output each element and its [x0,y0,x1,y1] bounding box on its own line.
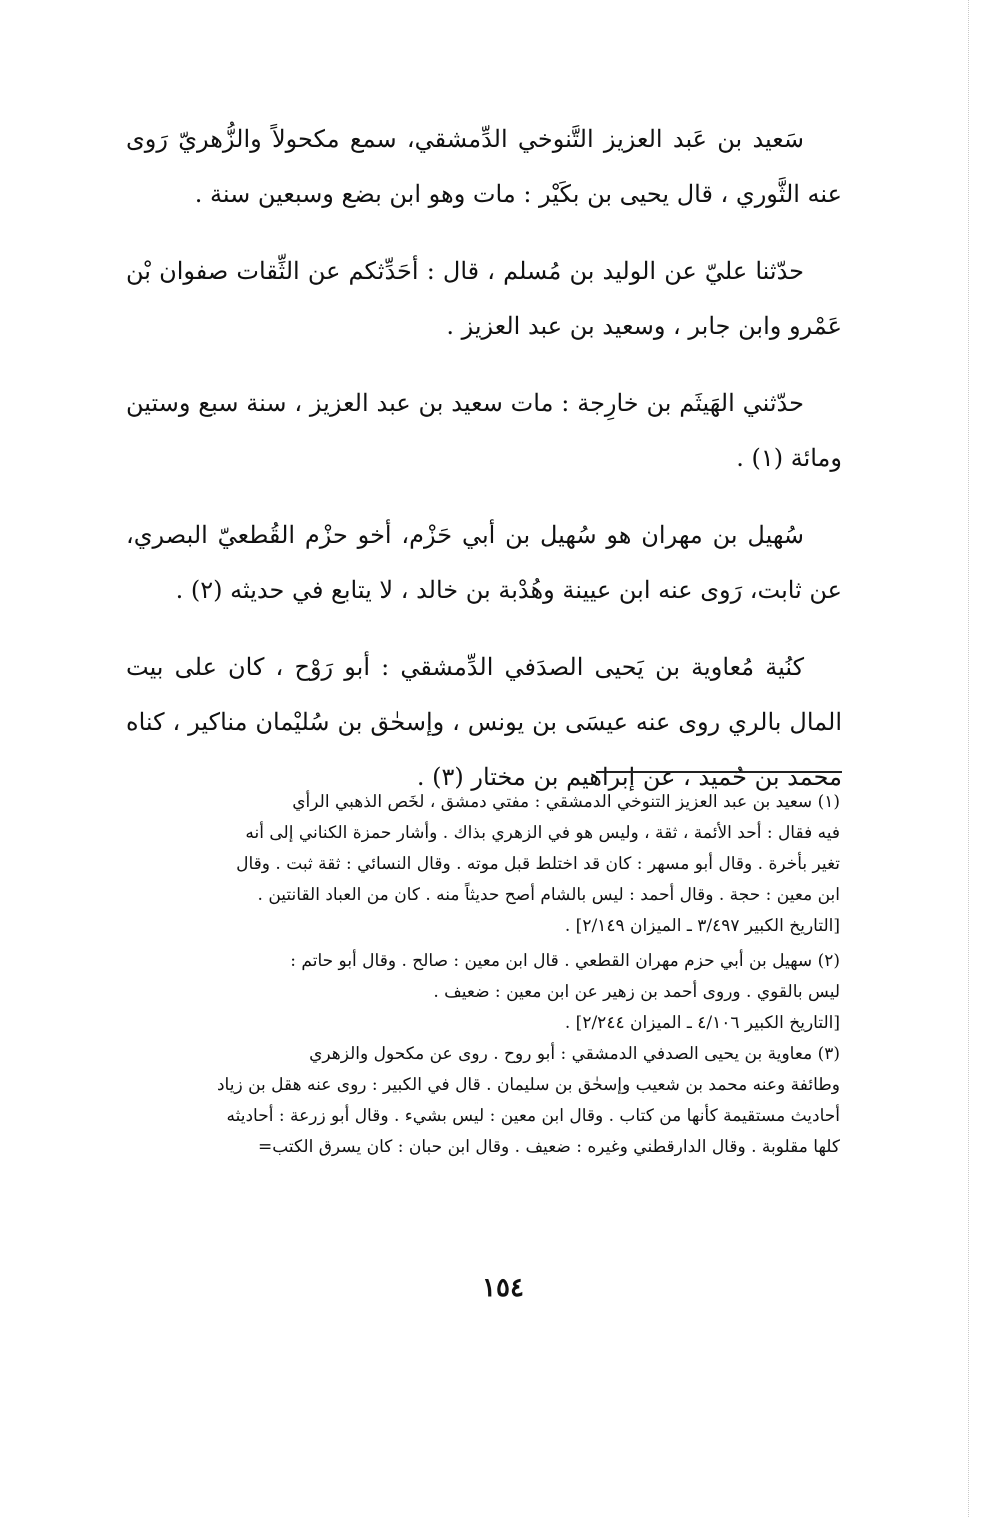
footnote-1-line: فيه فقال : أحد الأئمة ، ثقة ، وليس هو في الزهري بذاك . وأشار حمزة الكناني إلى أنه [245,823,840,843]
footnote-1-line: ابن معين : حجة . وقال أحمد : ليس بالشام أصح حديثاً منه . كان من العباد القانتين . [257,885,840,905]
footnote-separator [596,771,842,773]
entry-hadith-al-walid: حدّثنا عليّ عن الوليد بن مُسلم ، قال : أحَدِّثكم عن الثِّقات صفوان بْن عَمْرو وابن جابر ، وسعيد بن عبد العزيز . [126,257,842,340]
page-number: ١٥٤ [482,1273,524,1303]
footnotes [120,787,840,1163]
binding-edge-mark [968,0,969,1517]
footnote-1-line: (١) سعيد بن عبد العزيز التنوخي الدمشقي : مفتي دمشق ، لخَص الذهبي الرأي [292,792,840,812]
footnote-3-line: (٣) معاوية بن يحيى الصدفي الدمشقي : أبو روح . روى عن مكحول والزهري [309,1044,840,1064]
footnote-3-line: وطائفة وعنه محمد بن شعيب وإسحٰق بن سليمان . قال في الكبير : روى عنه هقل بن زياد [216,1075,840,1095]
footnote-2-line: (٢) سهيل بن أبي حزم مهران القطعي . قال ابن معين : صالح . وقال أبو حاتم : [290,951,840,971]
footnote-1-reference: [التاريخ الكبير ٣/٤٩٧ ـ الميزان ٢/١٤٩] . [564,916,840,936]
footnote-3-line: أحاديث مستقيمة كأنها من كتاب . وقال ابن معين : ليس بشيء . وقال أبو زرعة : أحاديثه [226,1106,840,1126]
main-text [126,112,842,827]
footnote-2-reference: [التاريخ الكبير ٤/١٠٦ ـ الميزان ٢/٢٤٤] . [564,1013,840,1033]
entry-muawiya-ibn-yahya: كنُية مُعاوية بن يَحيى الصدَفي الدِّمشقي : أبو رَوْح ، كان على بيت المال بالري روى عنه عيسَى بن يونس ، وإسحٰق بن سُليْمان مناكير ، كناه محمد بن حُميد ، عن إبراهيم بن مختار (٣) . [126,653,842,791]
footnote-3-line: كلها مقلوبة . وقال الدارقطني وغيره : ضعيف . وقال ابن حبان : كان يسرق الكتب= [257,1137,840,1157]
entry-suhayl-ibn-mihran: سُهيل بن مهران هو سُهيل بن أبي حَزْم، أخو حزْم القُطعيّ البصري، عن ثابت، رَوى عنه ابن عيينة وهُدْبة بن خالد ، لا يتابع في حديثه (٢) . [126,521,842,604]
entry-said-ibn-abd-al-aziz: سَعيد بن عَبد العزيز التَّنوخي الدِّمشقي، سمع مكحولاً والزُّهريّ رَوى عنه الثَّوري ، قال يحيى بن بكَيْر : مات وهو ابن بضع وسبعين سنة . [126,125,842,208]
footnote-2-line: ليس بالقوي . وروى أحمد بن زهير عن ابن معين : ضعيف . [433,982,840,1002]
entry-death-date: حدّثني الهَيثَم بن خارِجة : مات سعيد بن عبد العزيز ، سنة سبع وستين ومائة (١) . [126,389,842,472]
footnote-1-line: تغير بأخرة . وقال أبو مسهر : كان قد اختلط قبل موته . وقال النسائي : ثقة ثبت . وقال [236,854,840,874]
